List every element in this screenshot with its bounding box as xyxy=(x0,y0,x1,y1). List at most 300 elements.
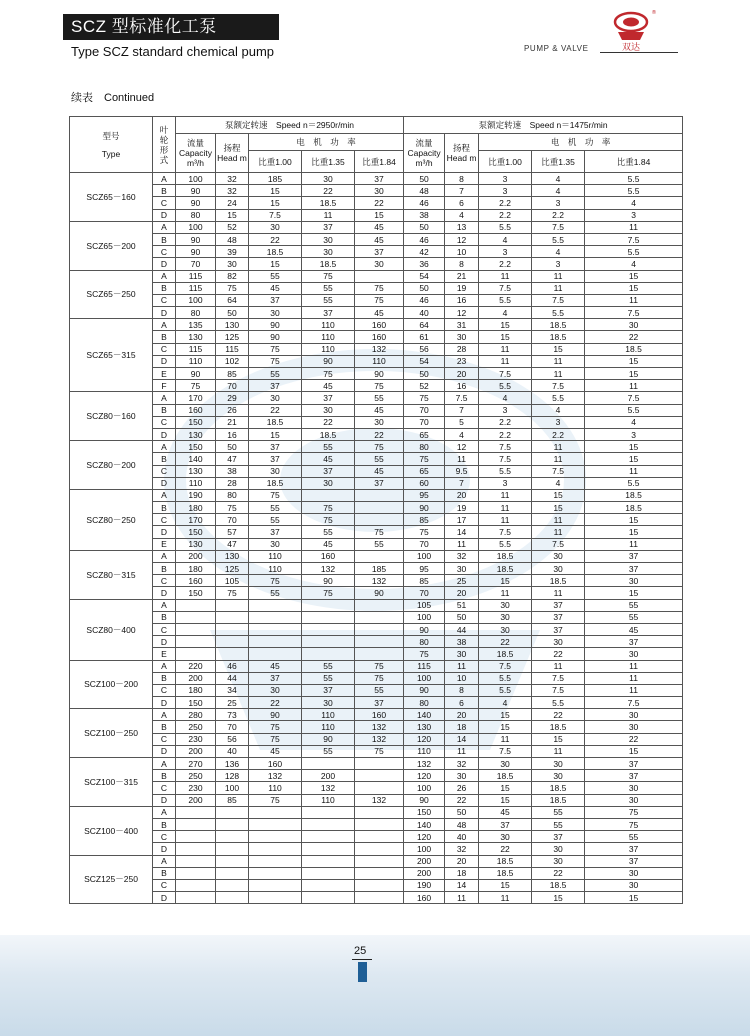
value-cell: 136 xyxy=(216,758,249,770)
value-cell: 160 xyxy=(355,331,404,343)
value-cell: 105 xyxy=(216,575,249,587)
value-cell xyxy=(355,770,404,782)
impeller-cell: D xyxy=(153,745,176,757)
table-row xyxy=(70,392,683,404)
value-cell: 80 xyxy=(216,489,249,501)
value-cell: 7.5 xyxy=(585,307,683,319)
model-cell: SCZ100－315 xyxy=(70,758,153,807)
flow-header-2: 流量 Capacity m³/h xyxy=(404,134,445,173)
value-cell: 30 xyxy=(302,697,355,709)
value-cell: 21 xyxy=(445,270,479,282)
impeller-cell: D xyxy=(153,636,176,648)
value-cell: 18.5 xyxy=(532,782,585,794)
impeller-cell: B xyxy=(153,672,176,684)
value-cell: 22 xyxy=(355,428,404,440)
value-cell: 18.5 xyxy=(532,319,585,331)
value-cell: 70 xyxy=(216,380,249,392)
value-cell: 90 xyxy=(302,355,355,367)
impeller-cell: D xyxy=(153,697,176,709)
value-cell: 40 xyxy=(404,307,445,319)
value-cell: 46 xyxy=(404,233,445,245)
value-cell: 82 xyxy=(216,270,249,282)
value-cell: 150 xyxy=(404,806,445,818)
value-cell: 75 xyxy=(249,489,302,501)
value-cell xyxy=(355,514,404,526)
table-row xyxy=(70,258,683,270)
value-cell: 15 xyxy=(532,502,585,514)
value-cell: 160 xyxy=(249,758,302,770)
impeller-cell: B xyxy=(153,611,176,623)
brand-divider xyxy=(600,52,678,53)
value-cell: 110 xyxy=(355,355,404,367)
value-cell xyxy=(355,855,404,867)
value-cell: 70 xyxy=(176,258,216,270)
value-cell xyxy=(176,879,216,891)
logo-base xyxy=(618,32,644,40)
value-cell: 160 xyxy=(176,575,216,587)
value-cell: 18.5 xyxy=(479,867,532,879)
value-cell: 280 xyxy=(176,709,216,721)
value-cell: 7 xyxy=(445,477,479,489)
table-row xyxy=(70,233,683,245)
value-cell: 20 xyxy=(445,709,479,721)
impeller-cell: B xyxy=(153,770,176,782)
impeller-cell: D xyxy=(153,843,176,855)
spec-table-body xyxy=(70,173,683,904)
value-cell xyxy=(355,879,404,891)
value-cell: 90 xyxy=(249,331,302,343)
value-cell: 3 xyxy=(532,416,585,428)
value-cell xyxy=(176,892,216,904)
table-row xyxy=(70,660,683,672)
value-cell: 45 xyxy=(355,221,404,233)
value-cell: 2.2 xyxy=(532,428,585,440)
impeller-cell: D xyxy=(153,892,176,904)
value-cell: 64 xyxy=(216,294,249,306)
value-cell: 37 xyxy=(249,672,302,684)
value-cell: 185 xyxy=(249,173,302,185)
value-cell: 15 xyxy=(585,355,683,367)
value-cell: 18.5 xyxy=(479,855,532,867)
value-cell: 132 xyxy=(355,721,404,733)
value-cell: 7.5 xyxy=(445,392,479,404)
value-cell: 15 xyxy=(479,782,532,794)
value-cell: 11 xyxy=(585,660,683,672)
value-cell: 15 xyxy=(532,892,585,904)
value-cell: 51 xyxy=(445,599,479,611)
value-cell: 15 xyxy=(532,733,585,745)
impeller-cell: D xyxy=(153,526,176,538)
value-cell: 70 xyxy=(404,416,445,428)
value-cell: 52 xyxy=(404,380,445,392)
impeller-cell: B xyxy=(153,502,176,514)
motor-power-header-1: 电 机 功 率 xyxy=(249,134,404,151)
value-cell: 70 xyxy=(216,514,249,526)
table-row xyxy=(70,867,683,879)
value-cell: 55 xyxy=(302,441,355,453)
value-cell: 50 xyxy=(216,441,249,453)
value-cell: 55 xyxy=(585,611,683,623)
value-cell: 230 xyxy=(176,733,216,745)
value-cell: 135 xyxy=(176,319,216,331)
value-cell: 75 xyxy=(355,745,404,757)
value-cell: 45 xyxy=(355,465,404,477)
impeller-cell: A xyxy=(153,392,176,404)
value-cell: 30 xyxy=(445,563,479,575)
value-cell: 110 xyxy=(249,563,302,575)
value-cell: 18.5 xyxy=(532,331,585,343)
value-cell: 70 xyxy=(404,587,445,599)
impeller-cell: B xyxy=(153,453,176,465)
value-cell: 30 xyxy=(585,794,683,806)
value-cell: 100 xyxy=(176,173,216,185)
value-cell: 75 xyxy=(216,282,249,294)
value-cell: 30 xyxy=(355,258,404,270)
value-cell: 20 xyxy=(445,368,479,380)
value-cell: 115 xyxy=(176,343,216,355)
value-cell: 2.2 xyxy=(479,258,532,270)
value-cell: 2.2 xyxy=(479,428,532,440)
model-cell: SCZ80－400 xyxy=(70,599,153,660)
table-row xyxy=(70,672,683,684)
footer-band xyxy=(0,935,750,1036)
value-cell: 4 xyxy=(532,404,585,416)
value-cell xyxy=(176,611,216,623)
value-cell xyxy=(355,806,404,818)
value-cell: 56 xyxy=(216,733,249,745)
value-cell: 5.5 xyxy=(479,465,532,477)
sg-1-00-header-2: 比重1.00 xyxy=(479,151,532,173)
value-cell: 15 xyxy=(479,794,532,806)
value-cell: 90 xyxy=(355,587,404,599)
value-cell: 15 xyxy=(585,892,683,904)
value-cell xyxy=(216,648,249,660)
value-cell xyxy=(176,831,216,843)
value-cell: 132 xyxy=(302,563,355,575)
value-cell: 55 xyxy=(355,453,404,465)
table-row xyxy=(70,453,683,465)
value-cell: 125 xyxy=(216,331,249,343)
value-cell: 65 xyxy=(404,465,445,477)
value-cell: 11 xyxy=(479,270,532,282)
value-cell: 200 xyxy=(176,550,216,562)
logo-center xyxy=(623,18,639,27)
value-cell: 5.5 xyxy=(585,173,683,185)
value-cell: 18.5 xyxy=(302,258,355,270)
value-cell: 44 xyxy=(445,623,479,635)
value-cell: 37 xyxy=(585,563,683,575)
table-row xyxy=(70,246,683,258)
value-cell: 32 xyxy=(216,173,249,185)
impeller-cell: A xyxy=(153,758,176,770)
value-cell: 130 xyxy=(404,721,445,733)
value-cell: 15 xyxy=(532,489,585,501)
value-cell: 50 xyxy=(216,307,249,319)
value-cell: 55 xyxy=(355,538,404,550)
value-cell: 46 xyxy=(216,660,249,672)
value-cell xyxy=(249,892,302,904)
value-cell xyxy=(216,611,249,623)
value-cell: 42 xyxy=(404,246,445,258)
value-cell: 30 xyxy=(302,246,355,258)
value-cell: 110 xyxy=(404,745,445,757)
table-row xyxy=(70,526,683,538)
value-cell: 37 xyxy=(249,294,302,306)
value-cell: 5.5 xyxy=(479,380,532,392)
value-cell: 5.5 xyxy=(479,294,532,306)
value-cell: 132 xyxy=(355,794,404,806)
value-cell: 21 xyxy=(216,416,249,428)
value-cell: 7.5 xyxy=(532,538,585,550)
value-cell: 4 xyxy=(479,697,532,709)
value-cell: 3 xyxy=(479,477,532,489)
table-row xyxy=(70,428,683,440)
value-cell: 110 xyxy=(302,709,355,721)
value-cell: 37 xyxy=(249,441,302,453)
value-cell: 70 xyxy=(404,404,445,416)
impeller-cell: A xyxy=(153,319,176,331)
value-cell: 7.5 xyxy=(249,209,302,221)
value-cell: 5.5 xyxy=(585,477,683,489)
value-cell: 11 xyxy=(585,684,683,696)
value-cell: 90 xyxy=(355,368,404,380)
table-row xyxy=(70,794,683,806)
value-cell: 95 xyxy=(404,489,445,501)
model-cell: SCZ80－250 xyxy=(70,489,153,550)
value-cell: 37 xyxy=(532,831,585,843)
value-cell xyxy=(176,843,216,855)
value-cell: 37 xyxy=(355,173,404,185)
value-cell: 250 xyxy=(176,770,216,782)
value-cell: 37 xyxy=(249,526,302,538)
value-cell xyxy=(302,806,355,818)
impeller-cell: B xyxy=(153,233,176,245)
value-cell: 30 xyxy=(532,550,585,562)
value-cell: 75 xyxy=(355,282,404,294)
value-cell: 18.5 xyxy=(479,550,532,562)
value-cell: 15 xyxy=(216,209,249,221)
value-cell: 75 xyxy=(216,587,249,599)
impeller-cell: A xyxy=(153,855,176,867)
value-cell xyxy=(355,782,404,794)
value-cell: 5.5 xyxy=(532,697,585,709)
value-cell: 4 xyxy=(479,392,532,404)
value-cell: 22 xyxy=(532,709,585,721)
value-cell: 28 xyxy=(445,343,479,355)
sg-1-84-header-2: 比重1.84 xyxy=(585,151,683,173)
value-cell: 45 xyxy=(355,404,404,416)
value-cell: 15 xyxy=(585,745,683,757)
value-cell: 37 xyxy=(302,684,355,696)
value-cell: 11 xyxy=(532,526,585,538)
value-cell: 90 xyxy=(404,794,445,806)
value-cell xyxy=(249,623,302,635)
value-cell xyxy=(302,843,355,855)
value-cell: 80 xyxy=(176,307,216,319)
page-subtitle: Type SCZ standard chemical pump xyxy=(71,44,275,59)
value-cell: 130 xyxy=(216,550,249,562)
value-cell: 40 xyxy=(216,745,249,757)
value-cell: 150 xyxy=(176,416,216,428)
model-cell: SCZ65－315 xyxy=(70,319,153,392)
value-cell: 52 xyxy=(216,221,249,233)
value-cell: 18.5 xyxy=(249,477,302,489)
value-cell: 75 xyxy=(302,502,355,514)
value-cell xyxy=(355,818,404,830)
table-row xyxy=(70,892,683,904)
value-cell: 4 xyxy=(585,197,683,209)
value-cell: 16 xyxy=(445,380,479,392)
value-cell: 11 xyxy=(479,733,532,745)
value-cell: 32 xyxy=(216,185,249,197)
flow-header-1: 流量 Capacity m³/h xyxy=(176,134,216,173)
value-cell: 11 xyxy=(585,294,683,306)
value-cell: 150 xyxy=(176,587,216,599)
value-cell: 90 xyxy=(404,623,445,635)
sg-1-35-header-2: 比重1.35 xyxy=(532,151,585,173)
value-cell: 50 xyxy=(445,806,479,818)
value-cell: 22 xyxy=(479,843,532,855)
value-cell: 2.2 xyxy=(479,416,532,428)
value-cell: 170 xyxy=(176,392,216,404)
value-cell: 15 xyxy=(585,282,683,294)
value-cell: 11 xyxy=(532,453,585,465)
value-cell: 38 xyxy=(445,636,479,648)
value-cell: 150 xyxy=(176,697,216,709)
value-cell: 18.5 xyxy=(302,428,355,440)
value-cell: 6 xyxy=(445,697,479,709)
table-row xyxy=(70,758,683,770)
value-cell: 132 xyxy=(404,758,445,770)
pump-spec-table xyxy=(69,116,683,904)
value-cell: 15 xyxy=(532,343,585,355)
table-row xyxy=(70,307,683,319)
table-row xyxy=(70,550,683,562)
value-cell: 15 xyxy=(479,721,532,733)
value-cell: 73 xyxy=(216,709,249,721)
value-cell: 30 xyxy=(585,648,683,660)
value-cell: 160 xyxy=(176,404,216,416)
value-cell: 11 xyxy=(479,514,532,526)
model-cell: SCZ65－200 xyxy=(70,221,153,270)
value-cell: 7.5 xyxy=(532,380,585,392)
value-cell: 32 xyxy=(445,843,479,855)
value-cell: 15 xyxy=(585,587,683,599)
value-cell xyxy=(302,892,355,904)
speed-1475-header: 泵额定转速 Speed n＝1475r/min xyxy=(404,117,683,134)
value-cell: 37 xyxy=(355,246,404,258)
value-cell xyxy=(302,831,355,843)
value-cell: 5.5 xyxy=(585,185,683,197)
value-cell: 150 xyxy=(176,526,216,538)
value-cell: 46 xyxy=(404,294,445,306)
impeller-cell: C xyxy=(153,782,176,794)
value-cell: 11 xyxy=(479,489,532,501)
impeller-cell: F xyxy=(153,380,176,392)
value-cell: 11 xyxy=(479,343,532,355)
value-cell: 45 xyxy=(302,453,355,465)
value-cell: 110 xyxy=(302,794,355,806)
value-cell: 15 xyxy=(479,331,532,343)
value-cell: 45 xyxy=(249,660,302,672)
value-cell xyxy=(302,636,355,648)
value-cell: 22 xyxy=(479,636,532,648)
value-cell: 55 xyxy=(355,392,404,404)
value-cell: 20 xyxy=(445,587,479,599)
page-marker-bar xyxy=(358,962,367,982)
value-cell: 75 xyxy=(404,453,445,465)
value-cell: 100 xyxy=(176,294,216,306)
table-row xyxy=(70,806,683,818)
table-row xyxy=(70,636,683,648)
value-cell: 37 xyxy=(355,477,404,489)
table-row xyxy=(70,221,683,233)
table-row xyxy=(70,623,683,635)
impeller-cell: C xyxy=(153,416,176,428)
value-cell: 30 xyxy=(249,221,302,233)
value-cell: 7.5 xyxy=(479,368,532,380)
value-cell: 8 xyxy=(445,258,479,270)
value-cell: 22 xyxy=(249,404,302,416)
value-cell: 4 xyxy=(532,173,585,185)
value-cell: 30 xyxy=(302,404,355,416)
value-cell: 48 xyxy=(404,185,445,197)
impeller-cell: D xyxy=(153,258,176,270)
value-cell xyxy=(249,611,302,623)
value-cell: 11 xyxy=(532,514,585,526)
value-cell: 200 xyxy=(404,867,445,879)
impeller-cell: C xyxy=(153,733,176,745)
value-cell xyxy=(355,636,404,648)
table-row xyxy=(70,684,683,696)
value-cell: 100 xyxy=(216,782,249,794)
value-cell: 130 xyxy=(176,538,216,550)
value-cell: 30 xyxy=(532,563,585,575)
value-cell: 40 xyxy=(445,831,479,843)
value-cell: 110 xyxy=(249,782,302,794)
table-row xyxy=(70,599,683,611)
value-cell: 19 xyxy=(445,282,479,294)
value-cell: 90 xyxy=(249,319,302,331)
table-row xyxy=(70,489,683,501)
value-cell: 11 xyxy=(585,380,683,392)
value-cell xyxy=(249,806,302,818)
value-cell: 4 xyxy=(532,185,585,197)
value-cell: 115 xyxy=(404,660,445,672)
value-cell: 7.5 xyxy=(479,660,532,672)
value-cell: 26 xyxy=(445,782,479,794)
table-row xyxy=(70,709,683,721)
value-cell: 15 xyxy=(479,575,532,587)
value-cell xyxy=(302,818,355,830)
value-cell: 55 xyxy=(249,368,302,380)
value-cell: 14 xyxy=(445,526,479,538)
impeller-cell: E xyxy=(153,538,176,550)
value-cell: 270 xyxy=(176,758,216,770)
value-cell: 12 xyxy=(445,441,479,453)
value-cell: 132 xyxy=(355,733,404,745)
value-cell: 30 xyxy=(585,709,683,721)
continued-label: 续表 Continued xyxy=(71,92,155,104)
value-cell: 80 xyxy=(404,441,445,453)
impeller-cell: A xyxy=(153,709,176,721)
value-cell: 75 xyxy=(249,343,302,355)
value-cell: 90 xyxy=(176,185,216,197)
value-cell: 55 xyxy=(302,282,355,294)
model-cell: SCZ80－200 xyxy=(70,441,153,490)
value-cell: 75 xyxy=(355,526,404,538)
value-cell: 140 xyxy=(404,709,445,721)
